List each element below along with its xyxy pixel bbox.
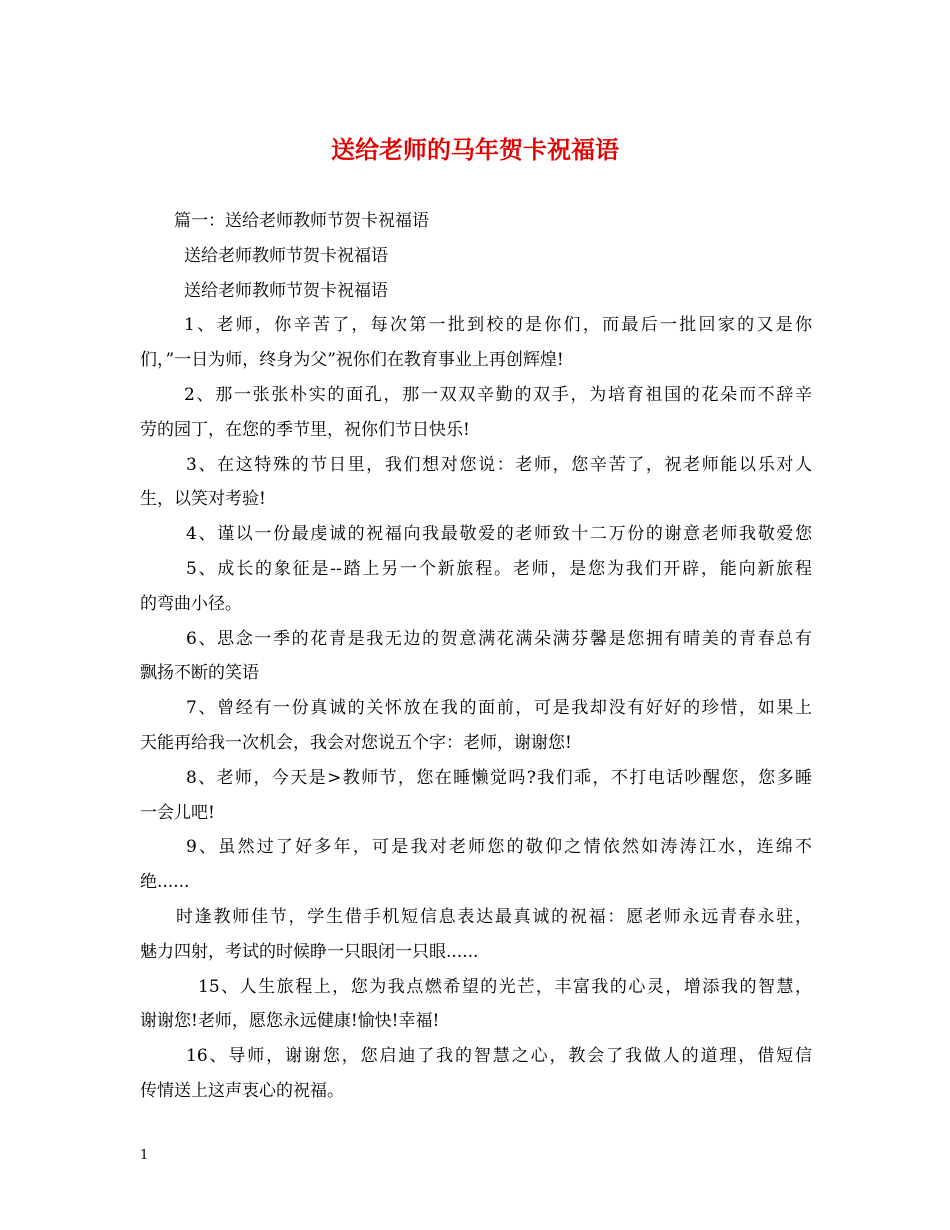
- paragraph-line: 6、思念一季的花青是我无边的贺意满花满朵满芬馨是您拥有晴美的青春总有: [186, 628, 812, 649]
- page-number: 1: [140, 1148, 149, 1163]
- paragraph-line: 劳的园丁，在您的季节里，祝你们节日快乐!: [140, 419, 470, 440]
- paragraph-line: 2、那一张张朴实的面孔，那一双双辛勤的双手，为培育祖国的花朵而不辞辛: [184, 384, 812, 405]
- paragraph-line: 时逢教师佳节，学生借手机短信息表达最真诚的祝福：愿老师永远青春永驻，: [176, 906, 812, 927]
- paragraph-line: 一会儿吧!: [140, 802, 215, 823]
- paragraph-line: 天能再给我一次机会，我会对您说五个字：老师，谢谢您!: [140, 732, 572, 753]
- paragraph-line: 飘扬不断的笑语: [140, 663, 259, 684]
- paragraph-line: 的弯曲小径。: [140, 593, 242, 614]
- paragraph-line: 绝......: [140, 872, 190, 893]
- paragraph-line: 7、曾经有一份真诚的关怀放在我的面前，可是我却没有好好的珍惜，如果上: [186, 698, 812, 719]
- paragraph-line: 3、在这特殊的节日里，我们想对您说：老师，您辛苦了，祝老师能以乐对人: [186, 454, 812, 475]
- paragraph-line: 生，以笑对考验!: [140, 489, 266, 510]
- paragraph-line: 16、导师，谢谢您，您启迪了我的智慧之心，教会了我做人的道理，借短信: [186, 1046, 812, 1067]
- section-heading: 篇一：送给老师教师节贺卡祝福语: [174, 211, 429, 231]
- paragraph-line: 8、老师，今天是>教师节，您在睡懒觉吗?我们乖，不打电话吵醒您，您多睡: [186, 767, 812, 788]
- paragraph-line: 谢谢您!老师，愿您永远健康!愉快!幸福!: [140, 1011, 440, 1032]
- paragraph-line: 4、谨以一份最虔诚的祝福向我最敬爱的老师致十二万份的谢意老师我敬爱您: [186, 524, 812, 545]
- paragraph-line: 9、虽然过了好多年，可是我对老师您的敬仰之情依然如涛涛江水，连绵不: [186, 837, 812, 858]
- paragraph-line: 1、老师，你辛苦了，每次第一批到校的是你们，而最后一批回家的又是你: [184, 315, 812, 336]
- paragraph-line: 5、成长的象征是--踏上另一个新旅程。老师，是您为我们开辟，能向新旅程: [186, 558, 812, 579]
- document-title: 送给老师的马年贺卡祝福语: [331, 136, 619, 164]
- subheading-line: 送给老师教师节贺卡祝福语: [184, 245, 388, 266]
- paragraph-line: 15、人生旅程上，您为我点燃希望的光芒，丰富我的心灵，增添我的智慧，: [198, 976, 812, 997]
- document-body: [140, 204, 812, 1109]
- paragraph-line: 传情送上这声衷心的祝福。: [140, 1080, 344, 1101]
- subheading-line: 送给老师教师节贺卡祝福语: [184, 280, 388, 301]
- paragraph-line: 们，”一日为师，终身为父”祝你们在教育事业上再创辉煌!: [140, 350, 564, 371]
- paragraph-line: 魅力四射，考试的时候睁一只眼闭一只眼......: [140, 941, 479, 962]
